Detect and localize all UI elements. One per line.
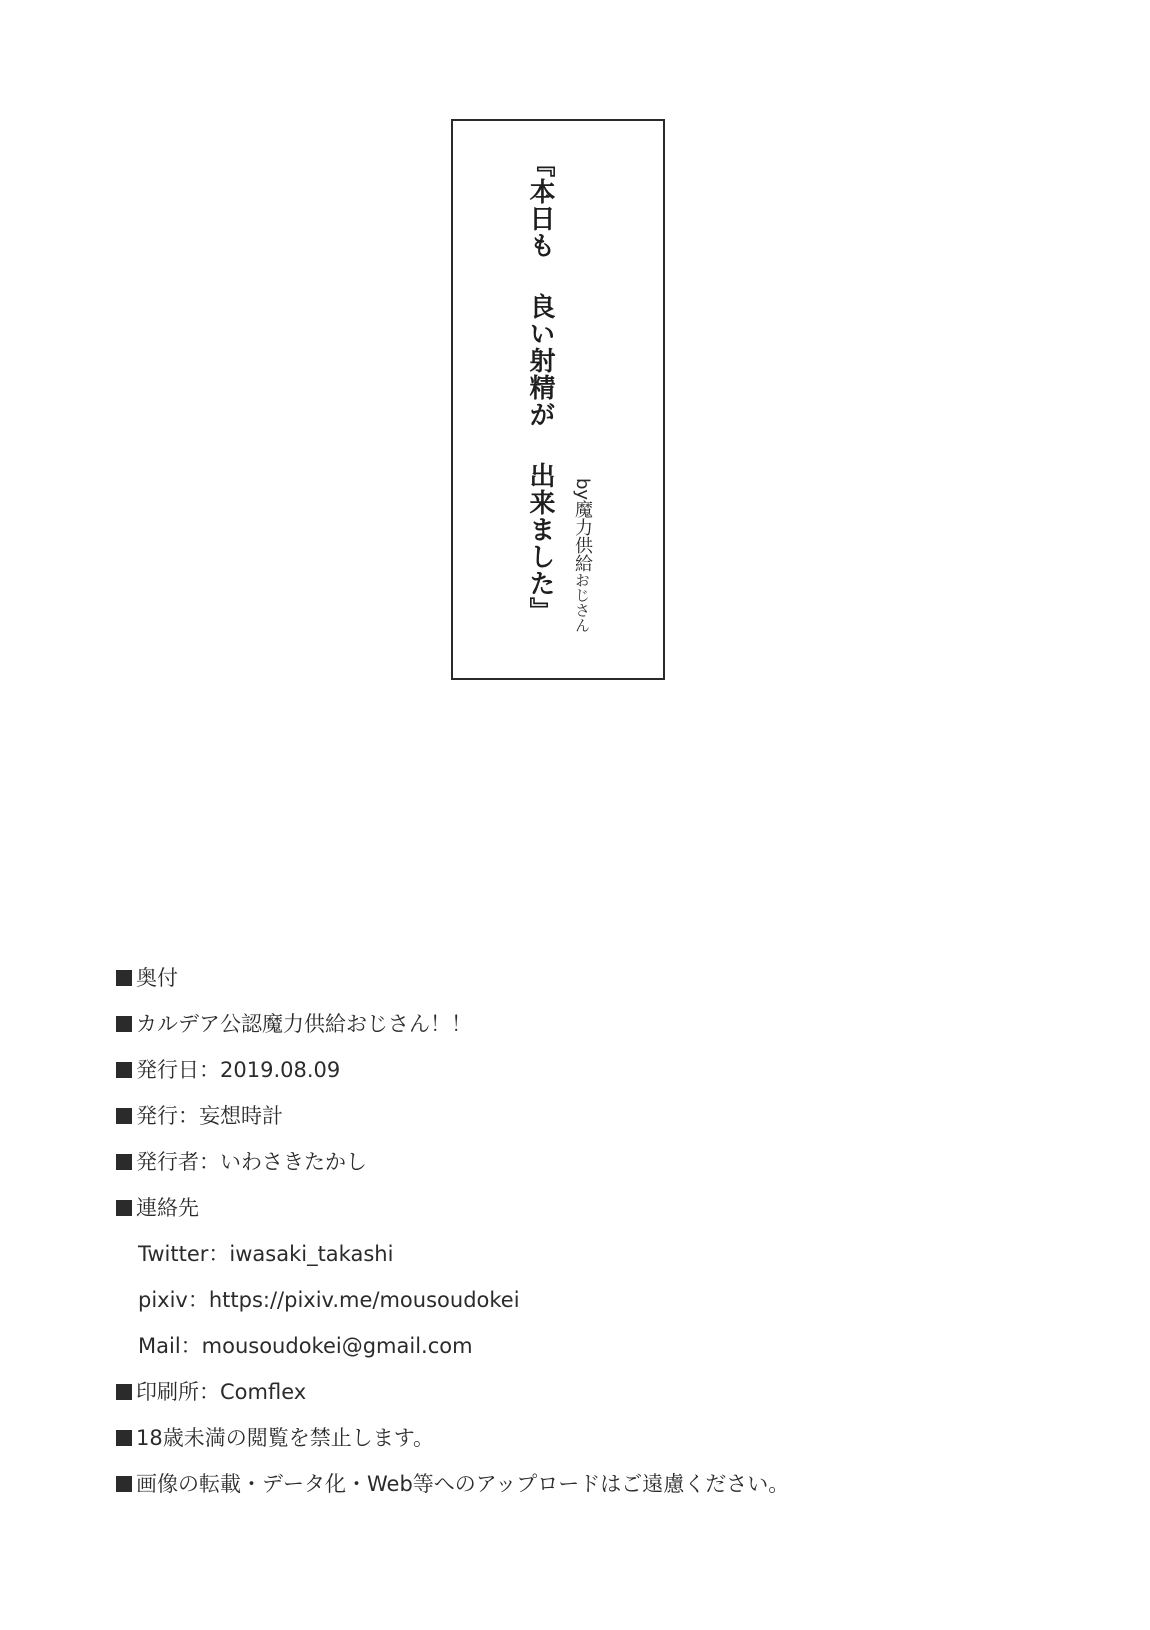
contact-heading-text: 連絡先 bbox=[136, 1196, 199, 1220]
reupload-notice-text: 画像の転載・データ化・Web等へのアップロードはご遠慮ください。 bbox=[136, 1472, 790, 1496]
pixiv-line: pixiv：https://pixiv.me/mousoudokei bbox=[138, 1288, 520, 1312]
square-bullet-icon bbox=[116, 1476, 132, 1492]
publisher-text: 発行：妄想時計 bbox=[136, 1104, 283, 1128]
author-name: 魔力供給 bbox=[572, 500, 593, 573]
square-bullet-icon bbox=[116, 1108, 132, 1124]
title-part-3: 出来ました』 bbox=[525, 462, 555, 624]
contact-heading-line bbox=[116, 1185, 1076, 1231]
publisher-line bbox=[116, 1093, 1076, 1139]
square-bullet-icon bbox=[116, 1154, 132, 1170]
square-bullet-icon bbox=[116, 1430, 132, 1446]
author-by: by bbox=[572, 478, 593, 501]
title-part-2: 良い射精が bbox=[525, 293, 555, 428]
square-bullet-icon bbox=[116, 1200, 132, 1216]
vertical-author bbox=[573, 478, 591, 632]
author-kana: おじさん bbox=[573, 572, 591, 633]
publish-date-text: 発行日：2019.08.09 bbox=[136, 1058, 341, 1082]
title-box bbox=[451, 119, 665, 680]
twitter-line: Twitter：iwasaki_takashi bbox=[138, 1242, 394, 1266]
printer-text: 印刷所：Comflex bbox=[136, 1380, 307, 1404]
reupload-notice-line bbox=[116, 1461, 1076, 1507]
colophon-heading bbox=[116, 955, 1076, 1001]
square-bullet-icon bbox=[116, 1016, 132, 1032]
square-bullet-icon bbox=[116, 970, 132, 986]
printer-line bbox=[116, 1369, 1076, 1415]
vertical-title bbox=[527, 151, 553, 624]
issuer-text: 発行者：いわさきたかし bbox=[136, 1150, 367, 1174]
book-title-line bbox=[116, 1001, 1076, 1047]
mail-line: Mail：mousoudokei@gmail.com bbox=[138, 1334, 473, 1358]
book-title-text: カルデア公認魔力供給おじさん！！ bbox=[136, 1012, 472, 1036]
age-notice-text: 18歳未満の閲覧を禁止します。 bbox=[136, 1426, 435, 1450]
square-bullet-icon bbox=[116, 1384, 132, 1400]
colophon bbox=[116, 955, 1076, 1507]
issuer-line bbox=[116, 1139, 1076, 1185]
publish-date-line bbox=[116, 1047, 1076, 1093]
colophon-heading-text: 奥付 bbox=[136, 966, 178, 990]
title-part-1: 『本日も bbox=[525, 151, 555, 259]
square-bullet-icon bbox=[116, 1062, 132, 1078]
age-notice-line bbox=[116, 1415, 1076, 1461]
